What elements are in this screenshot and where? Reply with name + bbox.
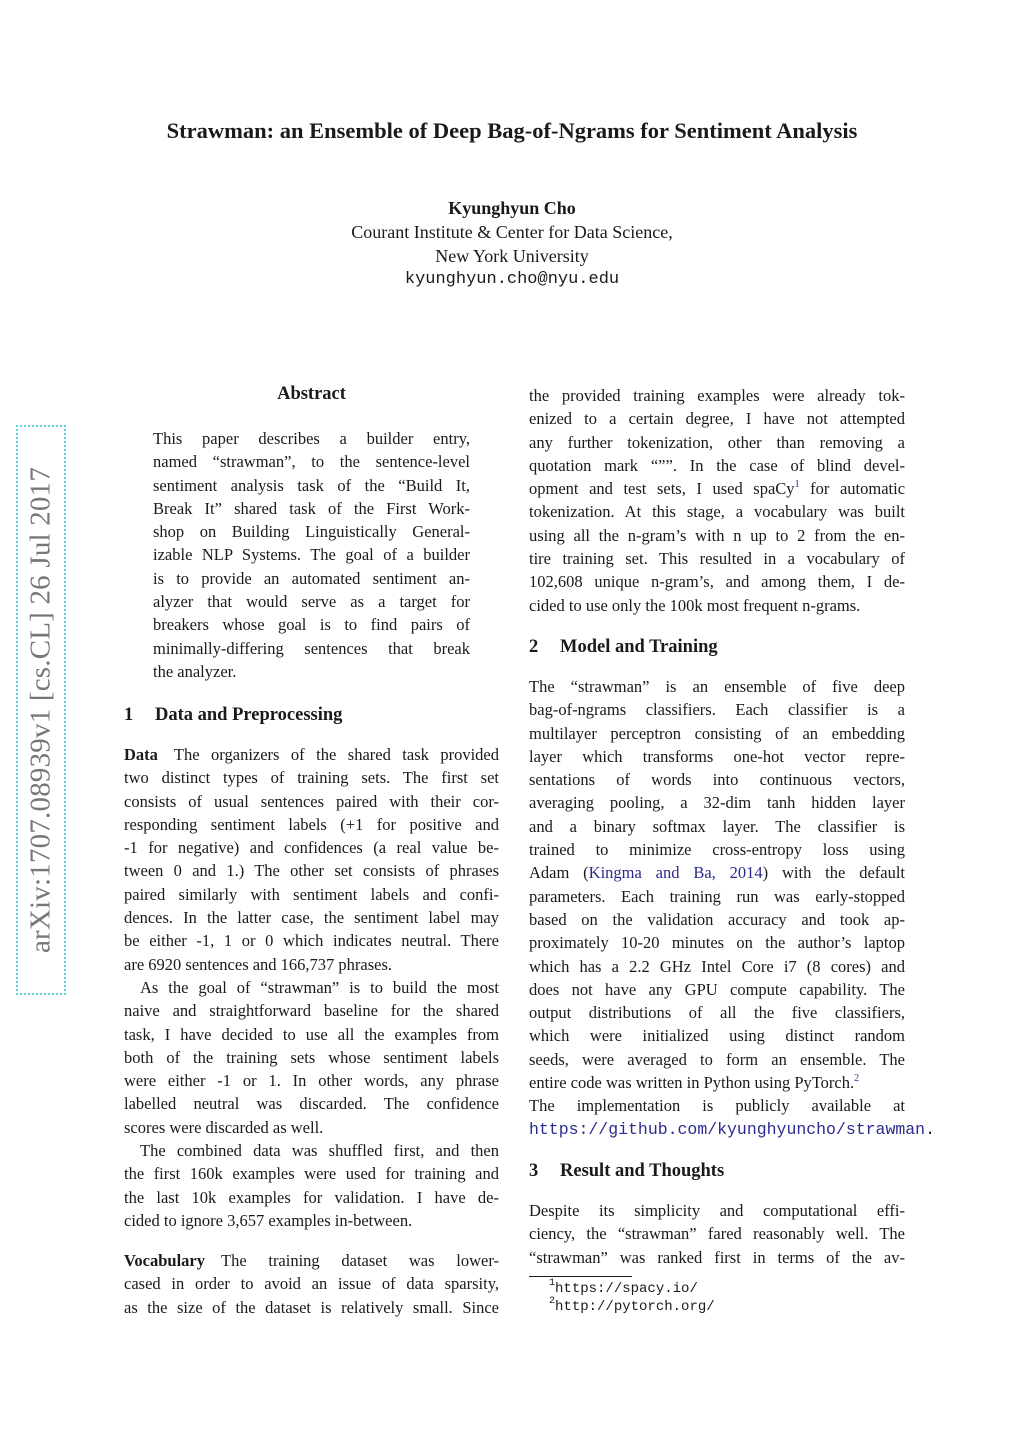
author-email[interactable]: kyunghyun.cho@nyu.edu bbox=[404, 270, 620, 289]
section-number: 3 bbox=[529, 1161, 539, 1181]
author-university: New York University bbox=[435, 246, 589, 266]
body-line: as the size of the dataset is relatively small. Since bbox=[124, 1297, 499, 1317]
abstract-line: This paper describes a builder entry, bbox=[153, 429, 470, 448]
abstract-line: izable NLP Systems. The goal of a builder bbox=[153, 545, 470, 565]
section-2-heading bbox=[529, 637, 905, 658]
repo-link[interactable]: https://github.com/kyunghyuncho/strawman. bbox=[529, 1119, 935, 1139]
body-line: parameters. Each training run was early-stopped bbox=[529, 886, 905, 906]
vocabulary-label: Vocabulary bbox=[124, 1251, 205, 1270]
body-line: which has a 2.2 GHz Intel Core i7 (8 cores) and bbox=[529, 956, 905, 976]
right-column-paragraph bbox=[529, 384, 905, 617]
body-line: does not have any GPU compute capability. The bbox=[529, 979, 905, 999]
body-line: layer which transforms one-hot vector repre- bbox=[529, 746, 905, 766]
body-line: the last 10k examples for validation. I have de- bbox=[124, 1187, 499, 1207]
body-line: paired similarly with sentiment labels and confi- bbox=[124, 884, 499, 904]
body-line: the first 160k examples were used for training and bbox=[124, 1164, 499, 1184]
body-line: scores were discarded as well. bbox=[124, 1117, 324, 1137]
body-line: -1 for negative) and confidences (a real value be- bbox=[124, 838, 499, 858]
section-2-body bbox=[529, 675, 935, 1141]
section-number: 2 bbox=[529, 637, 539, 657]
body-line: trained to minimize cross-entropy loss using bbox=[529, 840, 905, 860]
body-line: The implementation is publicly available at bbox=[529, 1096, 905, 1116]
body-line: output distributions of all the five classifiers, bbox=[529, 1003, 905, 1023]
body-line: are 6920 sentences and 166,737 phrases. bbox=[124, 954, 393, 974]
abstract-line: minimally-differing sentences that break bbox=[153, 638, 470, 658]
body-line: two distinct types of training sets. The first set bbox=[124, 768, 499, 788]
footnote-ref-2[interactable]: 2 bbox=[854, 1073, 860, 1085]
body-line: naive and straightforward baseline for the shared bbox=[124, 1001, 499, 1021]
footnote-2: $^2$http://pytorch.org/ bbox=[549, 1296, 715, 1315]
arxiv-stamp-text: arXiv:1707.08939v1 [cs.CL] 26 Jul 2017 bbox=[24, 466, 57, 954]
body-line: ciency, the “strawman” fared reasonably well. The bbox=[529, 1224, 905, 1244]
vocabulary-paragraph bbox=[124, 1249, 499, 1319]
body-line: consists of usual sentences paired with their cor- bbox=[124, 791, 499, 811]
section-title: Data and Preprocessing bbox=[155, 705, 343, 725]
body-line: As the goal of “strawman” is to build the most bbox=[140, 977, 499, 997]
body-line: were either -1 or 1. In other words, any phrase bbox=[124, 1071, 499, 1091]
footnote-1: $^1$https://spacy.io/ bbox=[549, 1278, 698, 1297]
body-line: “strawman” was ranked first in terms of the av- bbox=[529, 1247, 905, 1267]
footnote-ref-1[interactable]: 1 bbox=[794, 479, 800, 491]
footnote-rule bbox=[529, 1276, 632, 1277]
abstract-line: is to provide an automated sentiment an- bbox=[153, 568, 470, 588]
abstract-line: sentiment analysis task of the “Build It, bbox=[153, 475, 470, 495]
author-affiliation: Courant Institute & Center for Data Science, bbox=[351, 222, 673, 242]
body-line: cased in order to avoid an issue of data sparsity, bbox=[124, 1274, 499, 1294]
footnote-url[interactable]: https://spacy.io/ bbox=[555, 1281, 698, 1297]
abstract-line: shop on Building Linguistically General- bbox=[153, 522, 470, 542]
body-line: which were initialized using distinct random bbox=[529, 1026, 905, 1046]
data-label: Data bbox=[124, 745, 158, 764]
body-line: The “strawman” is an ensemble of five deep bbox=[529, 677, 905, 696]
body-line: Adam (Kingma and Ba, 2014) with the default bbox=[529, 863, 905, 883]
footnote-url[interactable]: http://pytorch.org/ bbox=[555, 1299, 715, 1315]
body-line: The combined data was shuffled first, and then bbox=[140, 1141, 499, 1161]
body-line: based on the validation accuracy and took ap- bbox=[529, 909, 905, 929]
abstract-line: named “strawman”, to the sentence-level bbox=[153, 452, 470, 472]
body-line: bag-of-ngrams classifiers. Each classifier is a bbox=[529, 700, 905, 720]
abstract-line: the analyzer. bbox=[153, 661, 237, 681]
abstract-line: breakers whose goal is to find pairs of bbox=[153, 615, 470, 635]
body-line: entire code was written in Python using PyTorch.$^2$ bbox=[529, 1073, 860, 1093]
vocabulary-first-line: Vocabulary The training dataset was lower- bbox=[124, 1251, 499, 1270]
body-line: tween 0 and 1.) The other set consists of phrases bbox=[124, 861, 499, 881]
abstract-line: alyzer that would serve as a target for bbox=[153, 592, 470, 612]
body-line: labelled neutral was discarded. The confidence bbox=[124, 1094, 499, 1114]
body-line: any further tokenization, other than removing a bbox=[529, 432, 905, 452]
body-line: the provided training examples were already tok- bbox=[529, 386, 905, 405]
section-number: 1 bbox=[124, 705, 134, 725]
paper-title: Strawman: an Ensemble of Deep Bag-of-Ngrams for Sentiment Analysis bbox=[166, 118, 858, 143]
body-line: proximately 10-20 minutes on the author’s laptop bbox=[529, 933, 905, 953]
author-name: Kyunghyun Cho bbox=[448, 198, 576, 218]
section-title: Result and Thoughts bbox=[560, 1161, 725, 1181]
section-1-body bbox=[124, 743, 499, 1232]
body-line: Despite its simplicity and computational effi- bbox=[529, 1201, 905, 1220]
body-line: and a binary softmax layer. The classifier is bbox=[529, 816, 905, 836]
citation-link[interactable]: Kingma and Ba, 2014 bbox=[588, 863, 763, 883]
body-line: averaging pooling, a 32-dim tanh hidden layer bbox=[529, 793, 905, 813]
section-title: Model and Training bbox=[560, 637, 718, 657]
body-line: using all the n-gram’s with n up to 2 from the en- bbox=[529, 525, 905, 545]
body-line: multilayer perceptron consisting of an embedding bbox=[529, 723, 905, 743]
data-paragraph-first-line: Data The organizers of the shared task provided bbox=[124, 745, 499, 764]
body-line: tire training set. This resulted in a vocabulary of bbox=[529, 549, 905, 569]
body-line: dences. In the latter case, the sentiment label may bbox=[124, 908, 499, 928]
body-line: cided to use only the 100k most frequent n-grams. bbox=[529, 595, 861, 615]
body-line: 102,608 unique n-gram’s, and among them, I de- bbox=[529, 572, 905, 592]
body-line: both of the training sets whose sentiment labels bbox=[124, 1047, 499, 1067]
section-3-heading bbox=[529, 1161, 905, 1182]
arxiv-stamp bbox=[16, 425, 66, 995]
abstract-heading: Abstract bbox=[277, 384, 346, 404]
abstract-body bbox=[153, 427, 470, 683]
body-line: tokenization. At this stage, a vocabulary was built bbox=[529, 502, 905, 522]
abstract-line: Break It” shared task of the First Work- bbox=[153, 498, 470, 518]
section-1-heading bbox=[124, 705, 499, 726]
body-line: be either -1, 1 or 0 which indicates neutral. There bbox=[124, 931, 499, 951]
body-line: quotation mark “””. In the case of blind devel- bbox=[529, 455, 905, 475]
body-line: opment and test sets, I used spaCy$^1$ for automatic bbox=[529, 479, 906, 499]
body-line: cided to ignore 3,657 examples in-between. bbox=[124, 1210, 413, 1230]
section-3-body bbox=[529, 1199, 905, 1269]
body-line: seeds, were averaged to form an ensemble. The bbox=[529, 1049, 905, 1069]
body-line: enized to a certain degree, I have not attempted bbox=[529, 409, 905, 429]
body-line: task, I have decided to use all the examples from bbox=[124, 1024, 499, 1044]
body-line: sentations of words into continuous vectors, bbox=[529, 770, 905, 790]
body-line: responding sentiment labels (+1 for positive and bbox=[124, 814, 499, 834]
